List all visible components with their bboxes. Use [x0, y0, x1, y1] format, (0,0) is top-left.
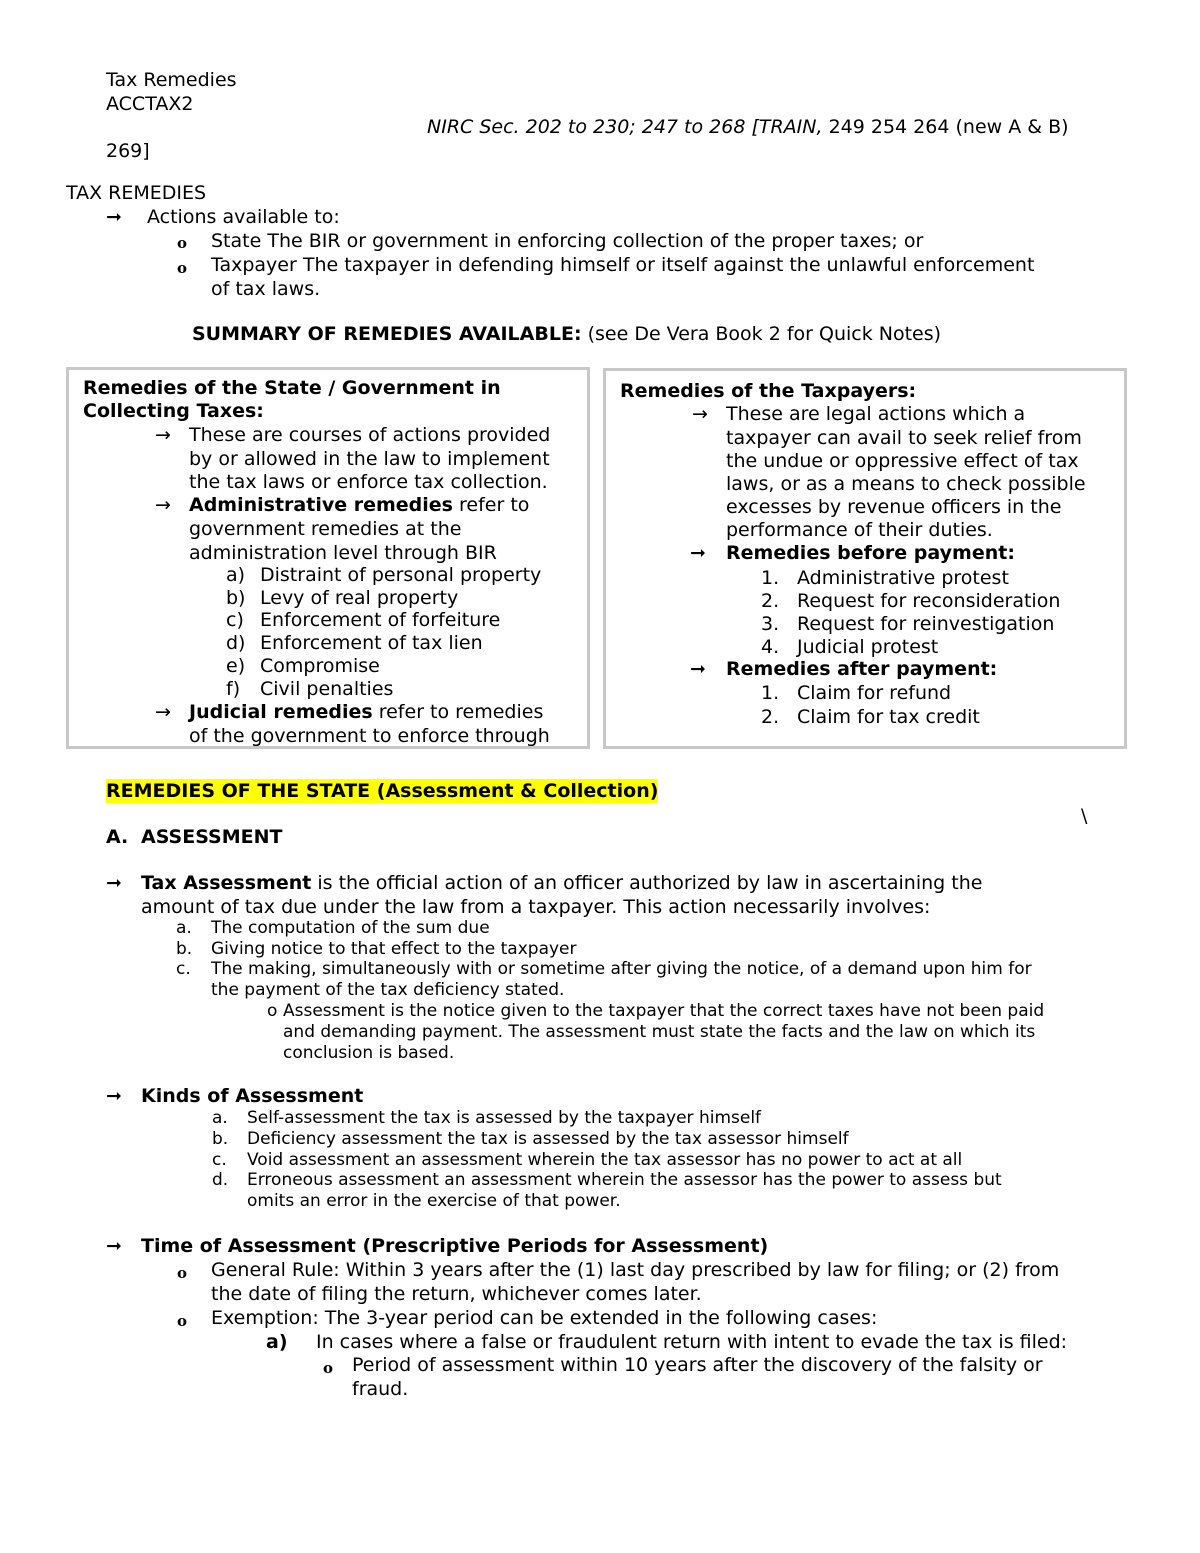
doc-title: Tax Remedies — [106, 69, 237, 91]
state-desc-line: by or allowed in the law to implement — [189, 448, 550, 470]
admin-item-marker: b) — [226, 587, 246, 609]
after-item-marker: 2. — [761, 706, 780, 728]
period-of-assessment-cont: fraud. — [352, 1378, 409, 1400]
assessment-heading: ASSESSMENT — [141, 826, 283, 848]
kind-marker: b. — [212, 1129, 229, 1149]
sub-bullet-marker: o — [267, 1001, 278, 1021]
actions-available: Actions available to: — [147, 206, 340, 228]
taxpayer-remedy-line: Taxpayer The taxpayer in defending himself or itself against the unlawful enforcement — [211, 254, 1035, 276]
admin-item-marker: e) — [226, 655, 246, 677]
time-of-assessment-heading: Time of Assessment (Prescriptive Periods for Assessment) — [141, 1235, 769, 1257]
before-item-marker: 1. — [761, 567, 780, 589]
before-item-marker: 2. — [761, 590, 780, 612]
state-remedy-line: State The BIR or government in enforcing collection of the proper taxes; or — [211, 230, 924, 252]
before-item: Request for reinvestigation — [797, 613, 1055, 635]
tax-assessment-cont: amount of tax due under the law from a taxpayer. This action necessarily involves: — [141, 896, 931, 918]
involves-item: Giving notice to that effect to the taxpayer — [211, 939, 577, 959]
assessment-notice-line: and demanding payment. The assessment must state the facts and the law on which its — [283, 1022, 1036, 1042]
arrow-bullet-icon: ➞ — [106, 1235, 122, 1257]
stray-backslash: \ — [1081, 805, 1088, 827]
remedies-after-payment: Remedies after payment: — [726, 658, 998, 680]
taxpayer-desc-line: laws, or as a means to check possible — [726, 473, 1086, 495]
kinds-of-assessment-heading: Kinds of Assessment — [141, 1085, 364, 1107]
arrow-bullet-icon: ➞ — [690, 542, 706, 564]
general-rule-line-cont: the date of filing the return, whichever comes later. — [211, 1283, 702, 1305]
admin-item: Civil penalties — [260, 678, 394, 700]
kind-marker: d. — [212, 1170, 229, 1190]
taxpayer-desc-line: These are legal actions which a — [726, 403, 1026, 425]
circle-bullet-icon: o — [177, 234, 188, 252]
involves-item-marker: a. — [176, 918, 192, 938]
state-desc-line: the tax laws or enforce tax collection. — [189, 471, 548, 493]
judicial-remedies-label: Judicial remedies — [189, 701, 373, 723]
state-box-title: Remedies of the State / Government in — [83, 377, 501, 399]
admin-item: Compromise — [260, 655, 380, 677]
case-a-marker: a) — [266, 1331, 288, 1353]
after-item-marker: 1. — [761, 682, 780, 704]
kind-item: Erroneous assessment an assessment wherein the assessor has the power to assess but — [247, 1170, 1002, 1190]
section-a-marker: A. — [106, 826, 129, 848]
involves-item-marker: b. — [176, 939, 193, 959]
nirc-reference-italic: NIRC Sec. 202 to 230; 247 to 268 [TRAIN, — [427, 116, 823, 138]
after-item: Claim for refund — [797, 682, 952, 704]
judicial-remedies — [189, 700, 543, 724]
nirc-reference-rest: 249 254 264 (new A & B) — [822, 116, 1069, 138]
arrow-bullet-icon: ➞ — [106, 1085, 122, 1107]
summary-note: (see De Vera Book 2 for Quick Notes) — [581, 323, 942, 345]
involves-item: The making, simultaneously with or sometime after giving the notice, of a demand upon him for — [211, 959, 1032, 979]
kind-marker: c. — [212, 1150, 227, 1170]
assessment-notice-line: Assessment is the notice given to the taxpayer that the correct taxes have not been paid — [283, 1001, 1045, 1021]
kind-item-cont: omits an error in the exercise of that power. — [247, 1191, 621, 1211]
administrative-remedies-rest: refer to — [452, 494, 530, 516]
tax-assessment-rest: is the official action of an officer authorized by law in ascertaining the — [311, 872, 983, 894]
admin-item-marker: d) — [226, 632, 246, 654]
admin-item: Enforcement of tax lien — [260, 632, 483, 654]
admin-item: Enforcement of forfeiture — [260, 609, 501, 631]
course-code: ACCTAX2 — [106, 93, 194, 115]
tax-assessment-label: Tax Assessment — [141, 872, 312, 894]
administrative-remedies — [189, 493, 529, 517]
exemption-line: Exemption: The 3-year period can be extended in the following cases: — [211, 1307, 878, 1329]
admin-item: Distraint of personal property — [260, 564, 542, 586]
before-item: Judicial protest — [797, 636, 939, 658]
kind-item: Self-assessment the tax is assessed by the taxpayer himself — [247, 1108, 762, 1128]
after-item: Claim for tax credit — [797, 706, 980, 728]
state-box-title-cont: Collecting Taxes: — [83, 400, 264, 422]
admin-item-marker: c) — [226, 609, 244, 631]
thin-arrow-icon: → — [155, 494, 171, 516]
state-remedies-box — [66, 367, 590, 749]
taxpayer-desc-line: performance of their duties. — [726, 519, 993, 541]
before-item-marker: 3. — [761, 613, 780, 635]
thin-arrow-icon: → — [692, 403, 708, 425]
circle-bullet-icon: o — [177, 259, 188, 277]
admin-desc-line: administration level through BIR — [189, 542, 497, 564]
summary-heading — [192, 322, 941, 346]
thin-arrow-icon: → — [155, 424, 171, 446]
circle-bullet-icon: o — [177, 1312, 188, 1330]
summary-label: SUMMARY OF REMEDIES AVAILABLE: — [192, 323, 582, 345]
circle-bullet-icon: o — [177, 1264, 188, 1282]
taxpayer-desc-line: the undue or oppressive effect of tax — [726, 450, 1079, 472]
case-a-text: In cases where a false or fraudulent return with intent to evade the tax is filed: — [316, 1331, 1068, 1353]
before-item-marker: 4. — [761, 636, 780, 658]
judicial-remedies-cont: of the government to enforce through — [189, 725, 550, 747]
kind-marker: a. — [212, 1108, 228, 1128]
admin-desc-line: government remedies at the — [189, 518, 462, 540]
involves-item: The computation of the sum due — [211, 918, 490, 938]
judicial-remedies-rest: refer to remedies — [372, 701, 544, 723]
state-desc-line: These are courses of actions provided — [189, 424, 551, 446]
circle-bullet-icon: o — [323, 1359, 334, 1377]
period-of-assessment-line: Period of assessment within 10 years after the discovery of the falsity or — [352, 1354, 1043, 1376]
thin-arrow-icon: → — [155, 701, 171, 723]
admin-item-marker: f) — [226, 678, 241, 700]
remedies-before-payment: Remedies before payment: — [726, 542, 1015, 564]
arrow-bullet-icon: ➞ — [106, 206, 122, 228]
tax-remedies-heading: TAX REMEDIES — [66, 182, 207, 204]
before-item: Administrative protest — [797, 567, 1009, 589]
involves-item-cont: the payment of the tax deficiency stated. — [211, 980, 565, 1000]
taxpayer-remedies-box — [603, 368, 1127, 749]
admin-item-marker: a) — [226, 564, 246, 586]
nirc-reference-cont: 269] — [106, 140, 150, 162]
administrative-remedies-label: Administrative remedies — [189, 494, 453, 516]
kind-item: Void assessment an assessment wherein the tax assessor has no power to act at all — [247, 1150, 963, 1170]
general-rule-line: General Rule: Within 3 years after the (1) last day prescribed by law for filing; or (2) from — [211, 1259, 1060, 1281]
assessment-notice-line: conclusion is based. — [283, 1043, 455, 1063]
before-item: Request for reconsideration — [797, 590, 1061, 612]
kind-item: Deficiency assessment the tax is assessed by the tax assessor himself — [247, 1129, 849, 1149]
tax-assessment-definition — [141, 871, 982, 895]
taxpayer-desc-line: taxpayer can avail to seek relief from — [726, 427, 1082, 449]
taxpayer-box-title: Remedies of the Taxpayers: — [620, 380, 917, 402]
involves-item-marker: c. — [176, 959, 191, 979]
nirc-reference — [427, 115, 1069, 139]
arrow-bullet-icon: ➞ — [690, 658, 706, 680]
arrow-bullet-icon: ➞ — [106, 872, 122, 894]
taxpayer-desc-line: excesses by revenue officers in the — [726, 496, 1062, 518]
taxpayer-remedy-line-cont: of tax laws. — [211, 278, 321, 300]
admin-item: Levy of real property — [260, 587, 459, 609]
remedies-of-the-state-heading: REMEDIES OF THE STATE (Assessment & Collection) — [106, 780, 659, 802]
